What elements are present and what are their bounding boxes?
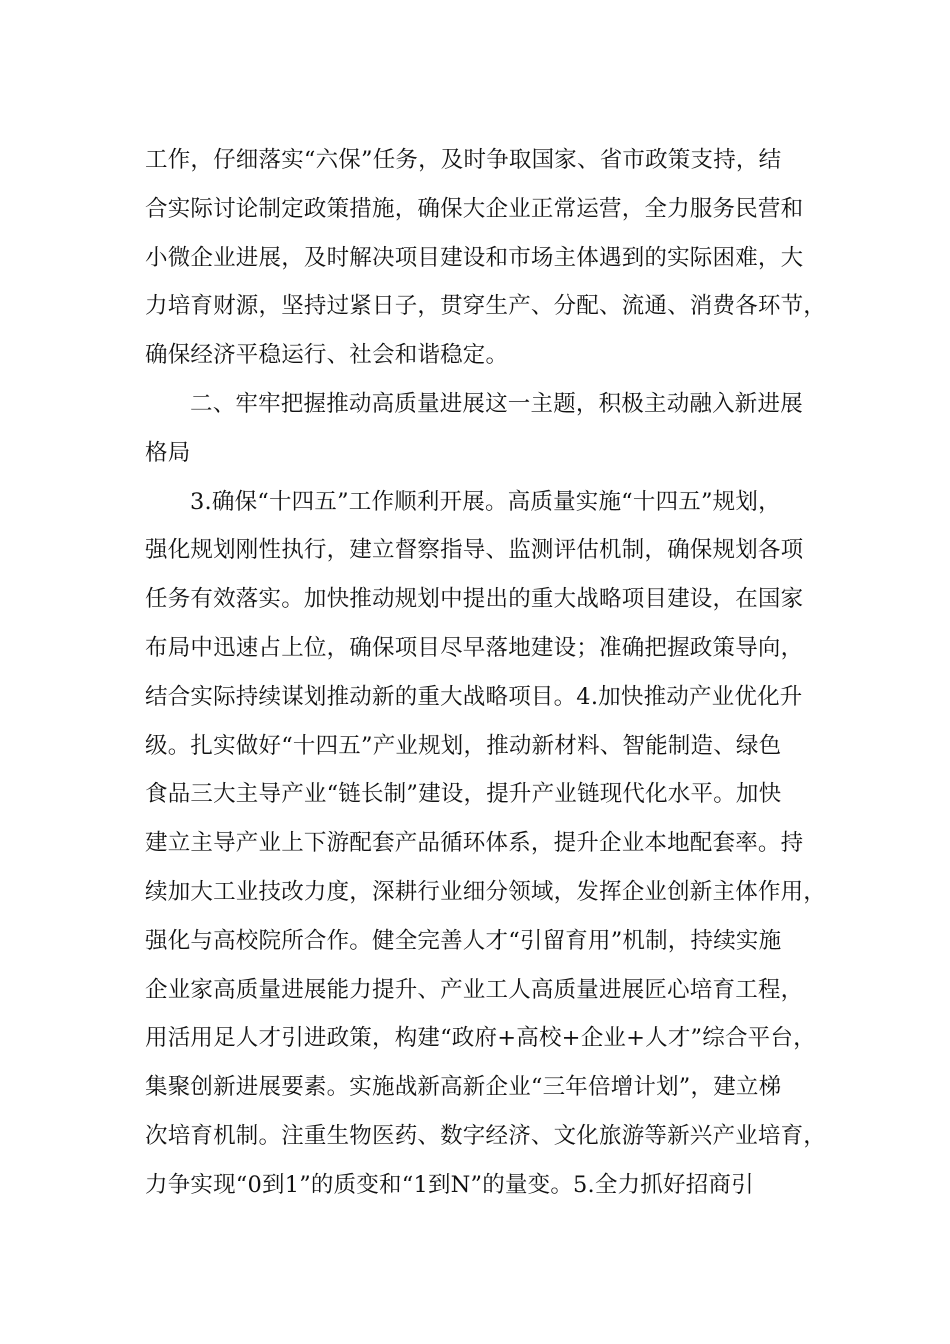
text-line: 建立主导产业上下游配套产品循环体系，提升企业本地配套率。持 (145, 830, 804, 857)
text-line: 结合实际持续谋划推动新的重大战略项目。4.加快推动产业优化升 (145, 683, 803, 710)
document-body (145, 136, 835, 1210)
text-line: 续加大工业技改力度，深耕行业细分领域，发挥企业创新主体作用， (145, 878, 827, 905)
text-line: 食品三大主导产业“链长制”建设，提升产业链现代化水平。加快 (145, 781, 782, 808)
text-line: 力培育财源，坚持过紧日子，贯穿生产、分配、流通、消费各环节， (145, 293, 827, 320)
text-line: 强化规划刚性执行，建立督察指导、监测评估机制，确保规划各项 (145, 537, 804, 564)
text-line: 企业家高质量进展能力提升、产业工人高质量进展匠心培育工程， (145, 976, 804, 1003)
paragraph-start-line: 3.确保“十四五”工作顺利开展。高质量实施“十四五”规划， (190, 488, 781, 515)
section-heading-line: 二、牢牢把握推动高质量进展这一主题，积极主动融入新进展 (190, 390, 803, 417)
text-line: 工作，仔细落实“六保”任务，及时争取国家、省市政策支持，结 (145, 147, 782, 173)
text-line: 任务有效落实。加快推动规划中提出的重大战略项目建设，在国家 (145, 586, 804, 613)
text-line: 合实际讨论制定政策措施，确保大企业正常运营，全力服务民营和 (145, 195, 804, 222)
text-line: 确保经济平稳运行、社会和谐稳定。 (145, 342, 509, 369)
text-line: 强化与高校院所合作。健全完善人才“引留育用”机制，持续实施 (145, 927, 782, 954)
text-line: 集聚创新进展要素。实施战新高新企业“三年倍增计划”，建立梯 (145, 1074, 782, 1101)
text-line: 级。扎实做好“十四五”产业规划，推动新材料、智能制造、绿色 (145, 732, 782, 759)
text-line: 力争实现“0到1”的质变和“1到N”的量变。5.全力抓好招商引 (145, 1171, 754, 1198)
text-line: 次培育机制。注重生物医药、数字经济、文化旅游等新兴产业培育， (145, 1122, 827, 1149)
text-line: 布局中迅速占上位，确保项目尽早落地建设；准确把握政策导向， (145, 634, 804, 661)
text-line: 小微企业进展，及时解决项目建设和市场主体遇到的实际困难，大 (145, 244, 804, 271)
text-line: 用活用足人才引进政策，构建“政府+高校+企业+人才”综合平台， (145, 1025, 816, 1052)
section-heading-line: 格局 (145, 439, 191, 466)
